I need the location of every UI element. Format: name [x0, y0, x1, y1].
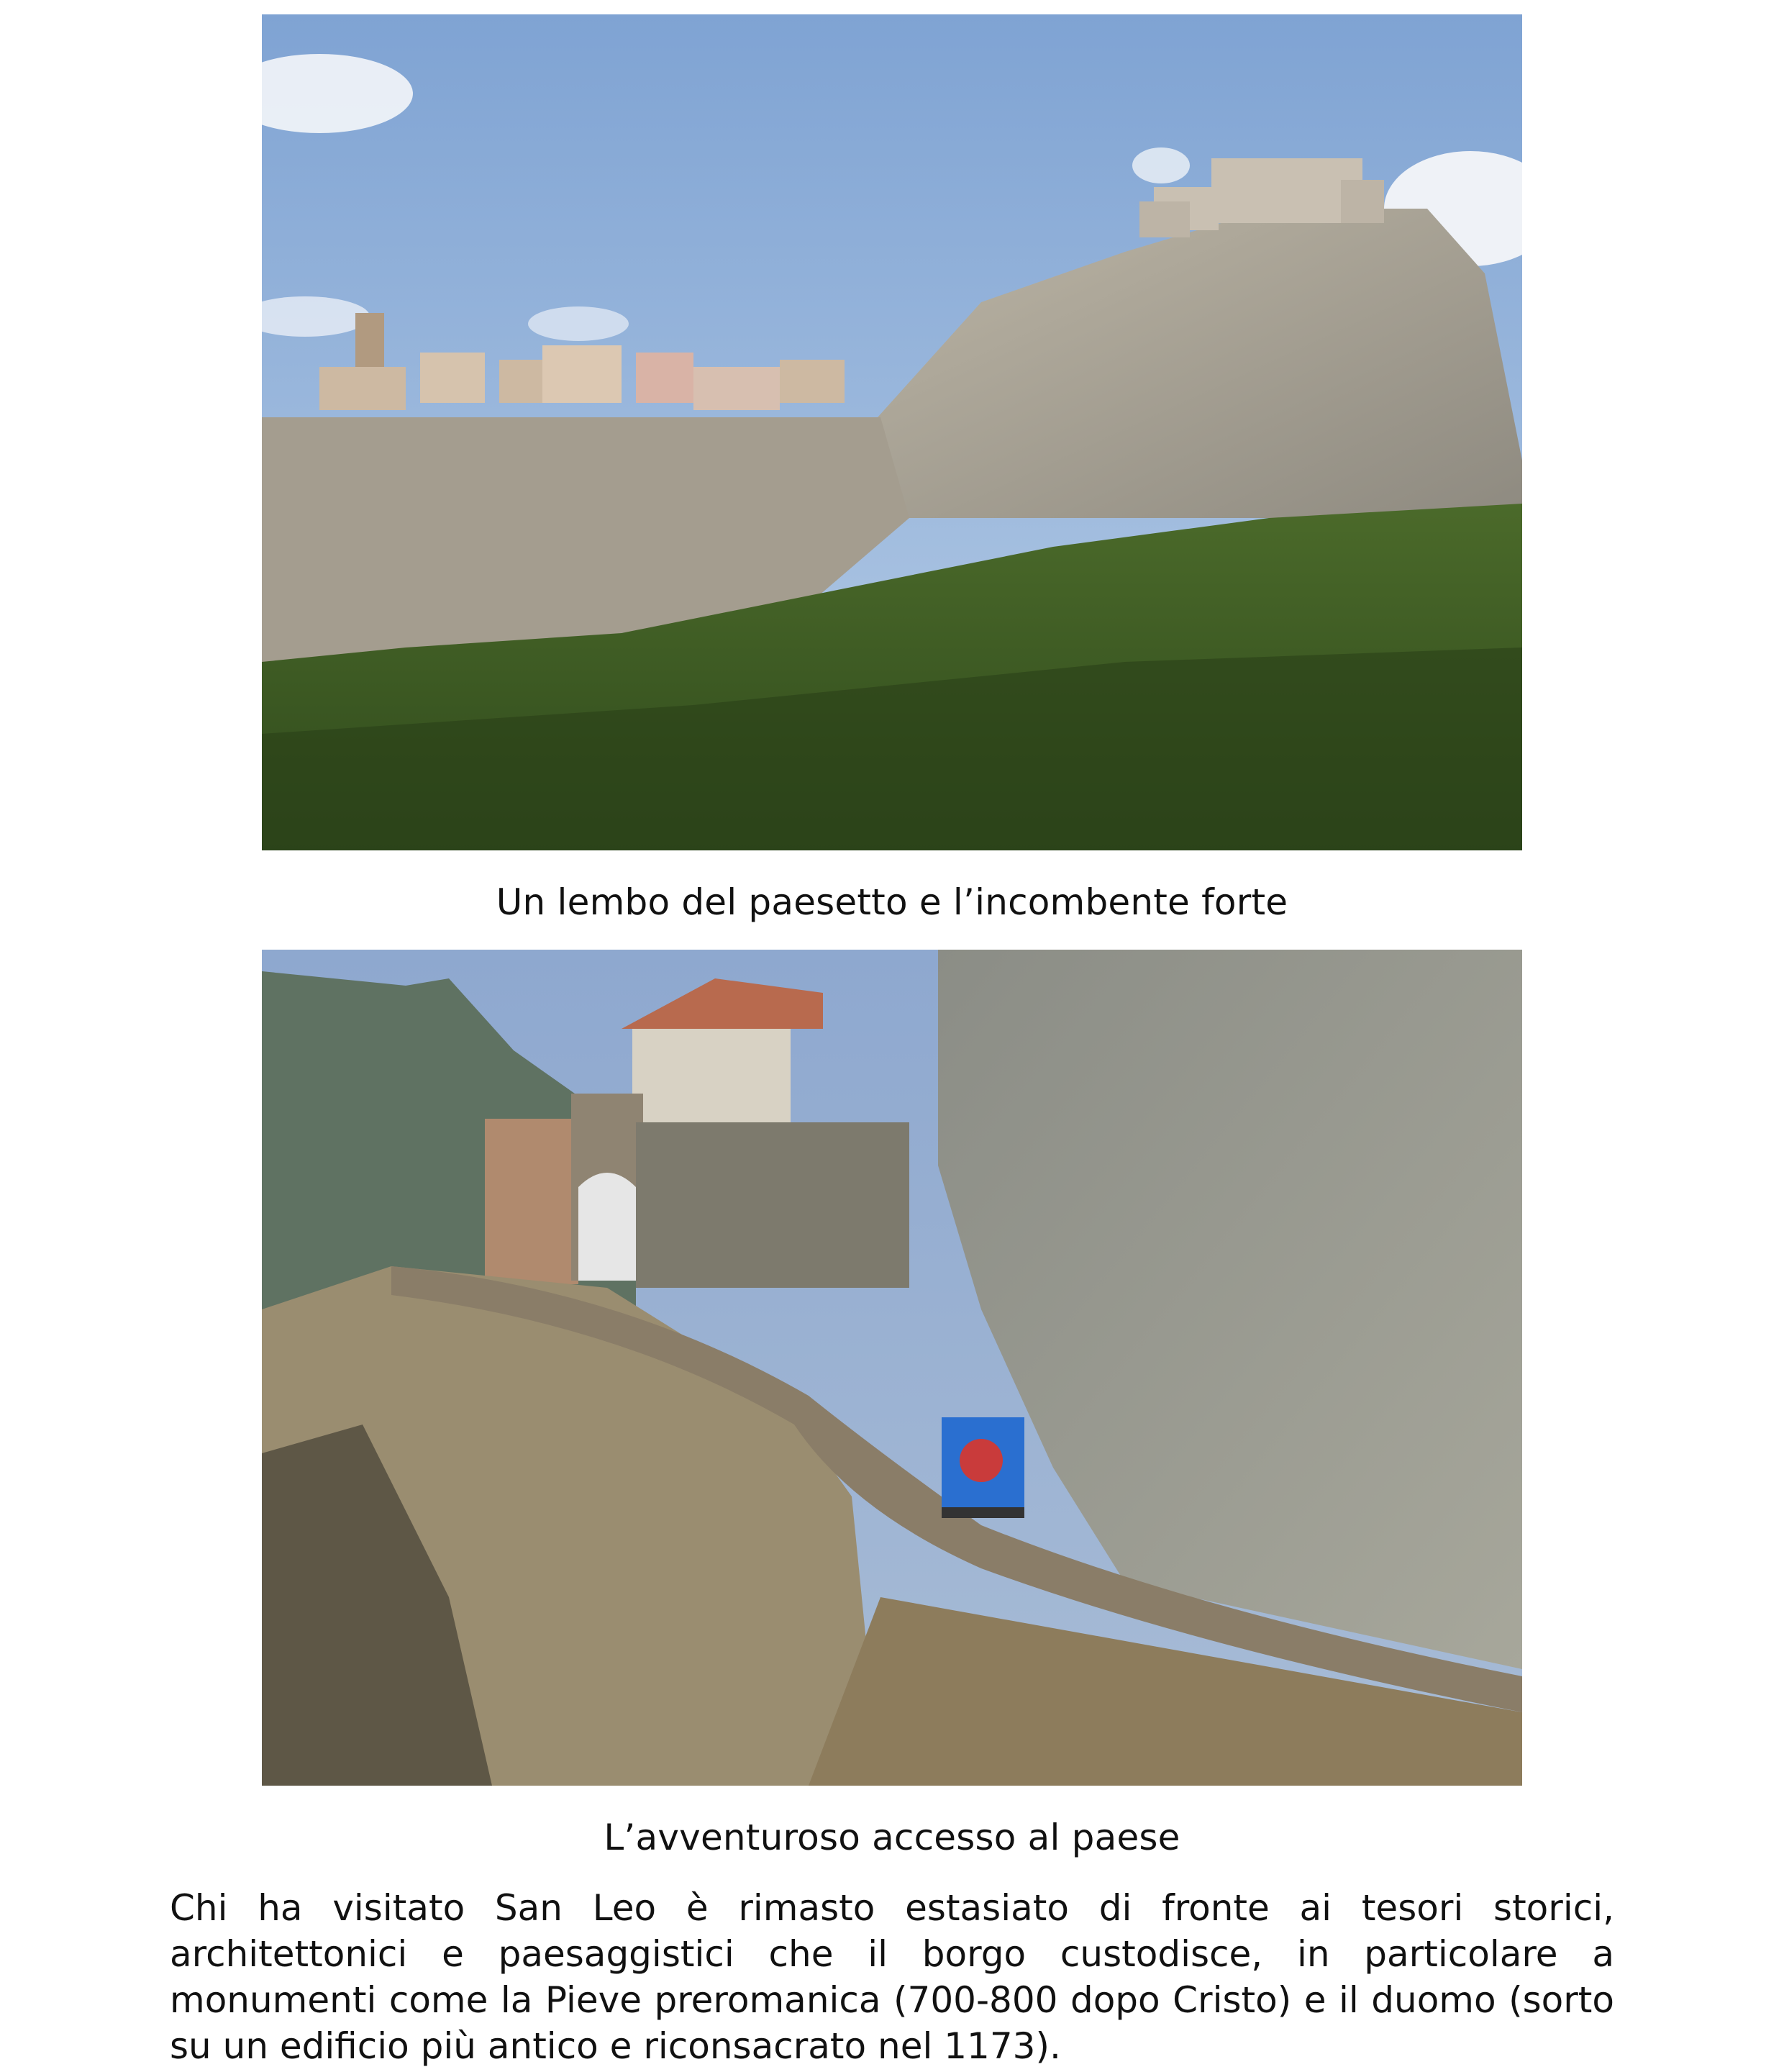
landscape-illustration: [262, 14, 1522, 850]
cloud: [1132, 147, 1190, 183]
caption-photo-2: L’avventuroso accesso al paese: [604, 1817, 1180, 1858]
truck: [942, 1417, 1024, 1518]
photo-cliff-road: [262, 950, 1522, 1786]
cliff-road-illustration: [262, 950, 1522, 1786]
photo-village-fortress: [262, 14, 1522, 850]
body-paragraph: Chi ha visitato San Leo è rimasto estasiato di fronte ai tesori storici, architettonici e paesaggistici che il borgo custodisce, in particolare a monumenti come la Pieve preromanica (700-800 dopo Cristo) e il duomo (sorto su un edificio più antico e riconsacrato nel 1173).: [170, 1887, 1614, 2067]
cloud: [528, 306, 629, 341]
town-gate: [485, 1094, 909, 1288]
caption-photo-1: Un lembo del paesetto e l’incombente forte: [496, 881, 1288, 923]
